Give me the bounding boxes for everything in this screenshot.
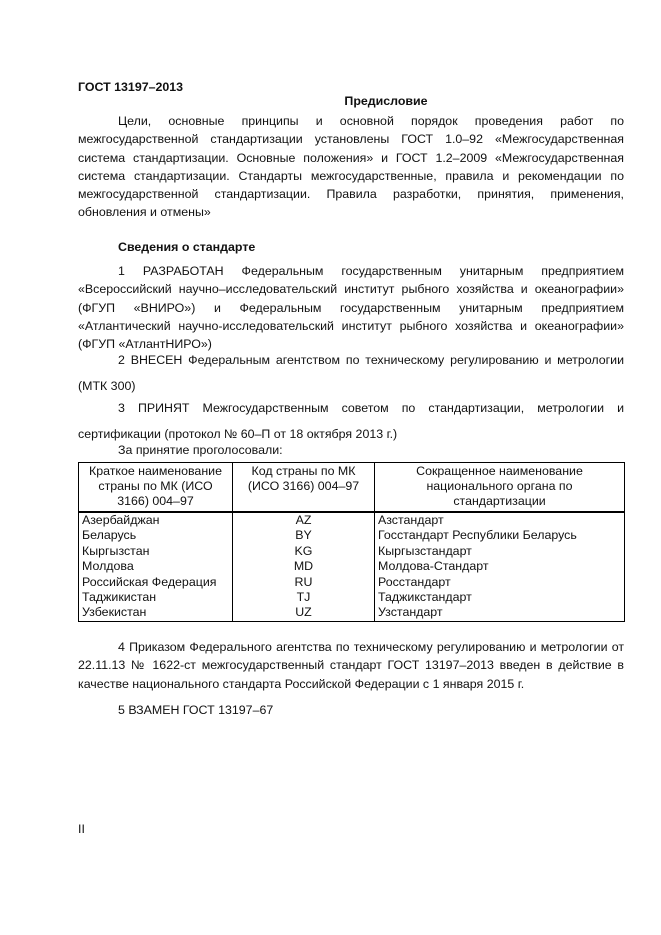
- item-3: 3 ПРИНЯТ Межгосударственным советом по стандартизации, метрологии и сертификации (протокол № 60–П от 18 октября 2013 г.): [78, 401, 624, 441]
- cell-code: AZ: [233, 512, 375, 528]
- table-row: [79, 605, 625, 621]
- item-2: 2 ВНЕСЕН Федеральным агентством по техническому регулированию и метрологии (МТК 300): [78, 353, 624, 393]
- cell-body: Азстандарт: [375, 512, 625, 528]
- cell-body: Узстандарт: [375, 605, 625, 621]
- table-row: [79, 528, 625, 543]
- voting-table: [78, 462, 625, 622]
- table-row: [79, 590, 625, 605]
- cell-code: RU: [233, 575, 375, 590]
- cell-country: Кыргызстан: [79, 544, 233, 559]
- column-header-country: Краткое наименование страны по МК (ИСО 3166) 004–97: [79, 463, 233, 513]
- cell-country: Таджикистан: [79, 590, 233, 605]
- cell-code: KG: [233, 544, 375, 559]
- column-header-code: Код страны по МК (ИСО 3166) 004–97: [233, 463, 375, 513]
- cell-code: UZ: [233, 605, 375, 621]
- cell-body: Таджикстандарт: [375, 590, 625, 605]
- table-row: [79, 544, 625, 559]
- cell-country: Российская Федерация: [79, 575, 233, 590]
- foreword-title: Предисловие: [344, 94, 428, 108]
- cell-code: BY: [233, 528, 375, 543]
- cell-body: Молдова-Стандарт: [375, 559, 625, 574]
- cell-body: Кыргызстандарт: [375, 544, 625, 559]
- document-header: ГОСТ 13197–2013: [78, 80, 184, 94]
- item-4: 4 Приказом Федерального агентства по техническому регулированию и метрологии от 22.11.13 № 1622-ст межгосударственный стандарт ГОСТ 13197–2013 введен в действие в качестве национального стандарта Российской Федерации с 1 января 2015 г.: [78, 640, 624, 691]
- cell-body: Госстандарт Республики Беларусь: [375, 528, 625, 543]
- cell-country: Молдова: [79, 559, 233, 574]
- cell-code: TJ: [233, 590, 375, 605]
- cell-country: Азербайджан: [79, 512, 233, 528]
- voted-label: За принятие проголосовали:: [118, 443, 283, 457]
- foreword-text: Цели, основные принципы и основной порядок проведения работ по межгосударственной стандартизации установлены ГОСТ 1.0–92 «Межгосударственная система стандартизации. Основные положения» и ГОСТ 1.2–2009 «Межгосударственная система стандартизации. Стандарты межгосударственные, правила и рекомендации по межгосударственной стандартизации. Правила разработки, принятия, применения, обновления и отмены»: [78, 114, 624, 220]
- item-1: 1 РАЗРАБОТАН Федеральным государственным унитарным предприятием «Всероссийский научно–исследовательский институт рыбного хозяйства и океанографии» (ФГУП «ВНИРО») и Федеральным государственным унитарным предприятием «Атлантический научно-исследовательский институт рыбного хозяйства и океанографии» (ФГУП «АтлантНИРО»): [78, 264, 624, 352]
- item-5: 5 ВЗАМЕН ГОСТ 13197–67: [118, 703, 274, 717]
- table-row: [79, 559, 625, 574]
- table-row: [79, 512, 625, 528]
- table-row: [79, 575, 625, 590]
- cell-country: Узбекистан: [79, 605, 233, 621]
- cell-body: Росстандарт: [375, 575, 625, 590]
- cell-country: Беларусь: [79, 528, 233, 543]
- column-header-body: Сокращенное наименование национального органа по стандартизации: [375, 463, 625, 513]
- info-title: Сведения о стандарте: [118, 240, 256, 254]
- cell-code: MD: [233, 559, 375, 574]
- page-number: II: [78, 822, 85, 836]
